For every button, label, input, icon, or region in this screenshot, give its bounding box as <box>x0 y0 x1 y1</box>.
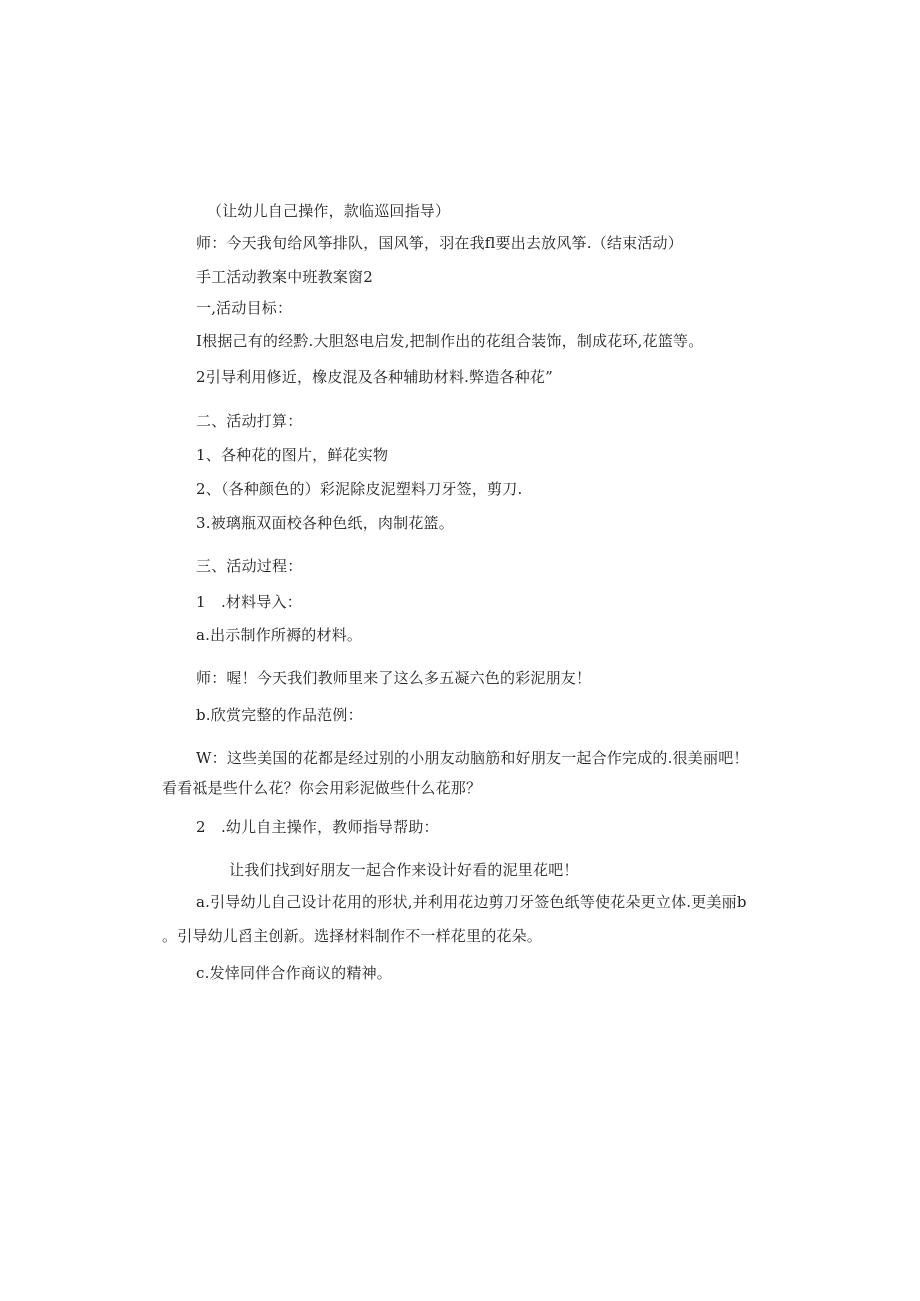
text-line-prep-2: 2、（各种颜色的）彩泥除皮泥塑料刀牙签，剪刀. <box>196 480 523 498</box>
text-line-teacher-example: W：这些美国的花都是经过别的小朋友动脑筋和好朋友一起合作完成的.很美丽吧！ <box>196 749 749 767</box>
text-line-prep-3: 3.被璃瓶双面校各种色纸，肉制花篮。 <box>196 514 454 532</box>
section-heading-goals: 一,活动目标： <box>196 299 293 317</box>
text-line-step-2: 2 .幼儿自主操作，教师指导帮助： <box>196 818 439 836</box>
section-heading-process: 三、活动过程： <box>196 557 303 575</box>
text-line-step-1: 1 .材料导入： <box>196 593 302 611</box>
text-line-step-1b: b.欣赏完整的作品范例： <box>196 706 363 724</box>
text-line-teacher-intro: 师：喔！今天我们教师里来了这么多五凝六色的彩泥朋友！ <box>196 669 592 687</box>
text-line-step-1a: a.出示制作所褥的材料。 <box>196 626 363 644</box>
text-line-teacher-question: 看看祗是些什么花？你会用彩泥做些什么花那？ <box>162 779 482 797</box>
text-line-step-2c: c.发悻同伴合作商议的精神。 <box>196 964 392 982</box>
text-line-step-2-prompt: 让我们找到好朋友一起合作来设计好看的泥里花吧！ <box>229 861 579 879</box>
text-line-goal-2: 2引导利用修近，橡皮混及各种辅助材料.弊造各种花” <box>196 368 553 386</box>
text-line-teacher-closing: 师：今天我旬给风筝排队，国风筝，羽在我fl要出去放风筝.（结束活动） <box>196 234 683 252</box>
text-line-step-2a: a.引导幼儿自己设计花用的形状,并利用花边剪刀牙签色纸等使花朵更立体.更美丽b <box>196 893 747 911</box>
text-line-teacher-guidance: （让幼儿自己操作，款临巡回指导） <box>207 202 451 220</box>
text-line-step-2b: 。引导幼儿舀主创新。选择材料制作不一样花里的花朵。 <box>162 927 543 945</box>
section-heading-preparation: 二、活动打算： <box>196 412 303 430</box>
lesson-plan-title: 手工活动教案中班教案窗2 <box>196 268 373 286</box>
text-line-goal-1: I根据己有的经黔.大胆怒电启发,把制作出的花组合装饰，制成花环,花篮等。 <box>196 332 704 350</box>
text-line-prep-1: 1、各种花的图片，鲜花实物 <box>196 446 389 464</box>
